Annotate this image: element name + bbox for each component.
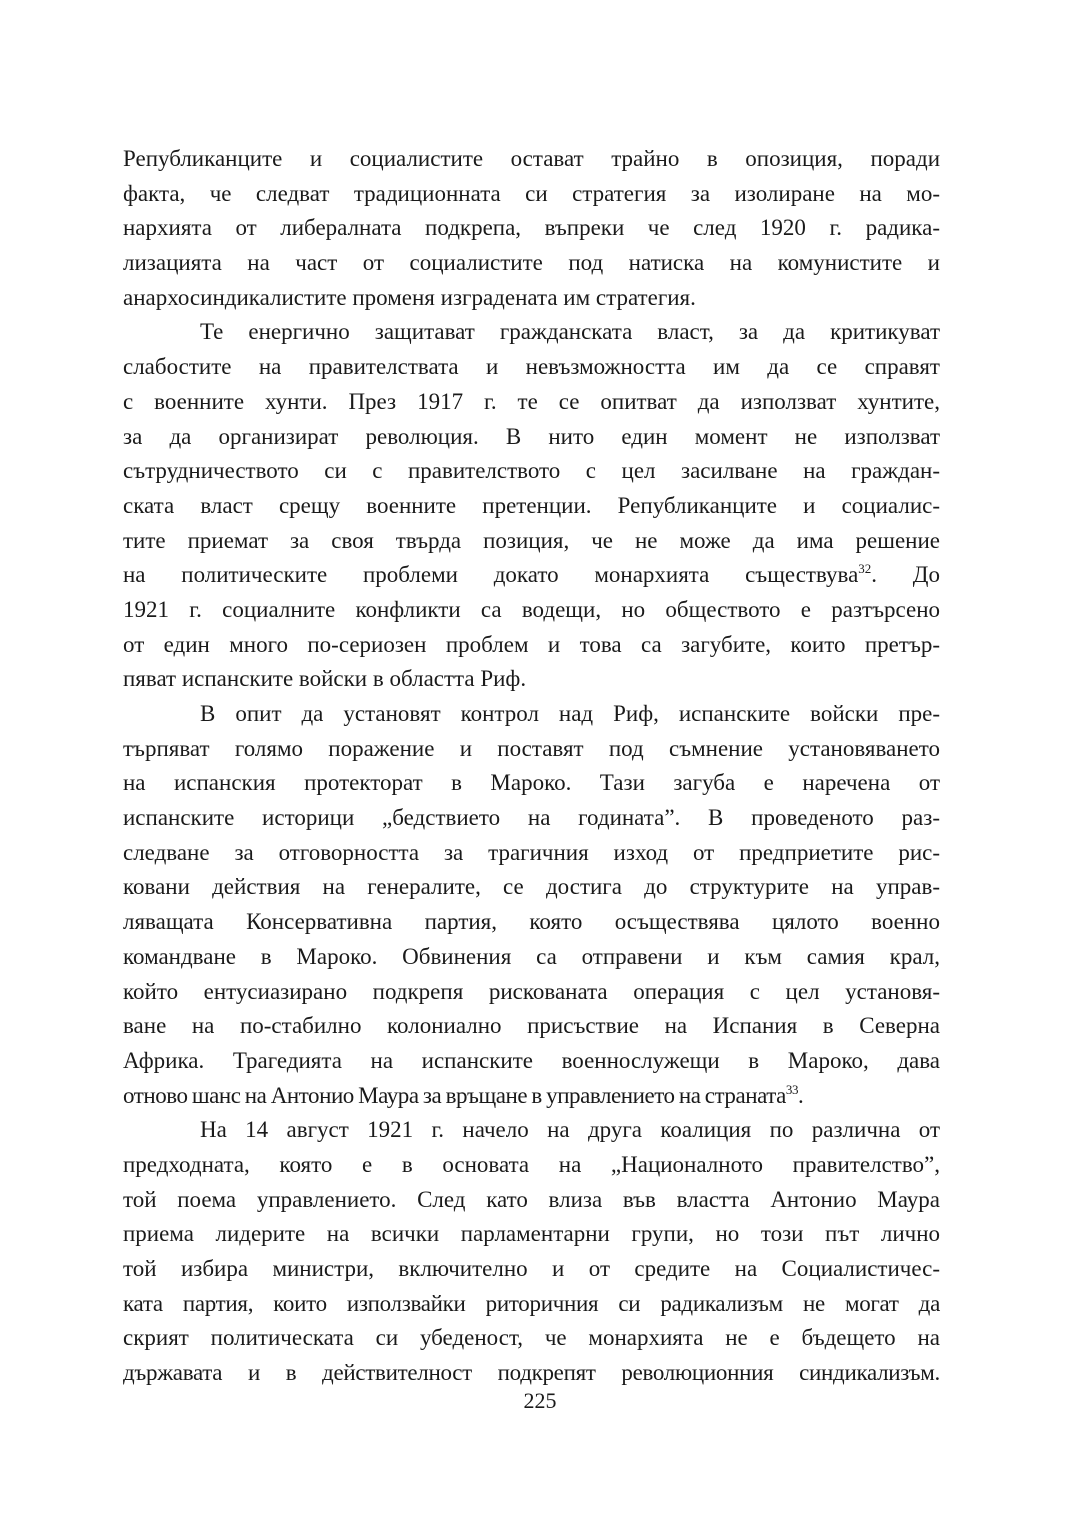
paragraph-1 xyxy=(123,142,940,315)
text-line: ване на по-стабилно колониално присъствие на Испания в Северна xyxy=(123,1013,940,1039)
text-segment: . xyxy=(798,1082,804,1108)
text-line: ляващата Консервативна партия, която осъществява цялото военно xyxy=(123,909,940,935)
paragraph-2 xyxy=(123,315,940,697)
text-line-with-footnote xyxy=(123,1079,940,1114)
text-line: ковани действия на генералите, се достига до структурите на управ- xyxy=(123,874,940,900)
text-line: В опит да установят контрол над Риф, испанските войски пре- xyxy=(200,701,940,726)
text-line: той поема управлението. След като влиза във властта Антонио Маура xyxy=(123,1186,940,1212)
text-line: за да организират революция. В нито един момент не използват xyxy=(123,423,940,449)
text-line: командване в Мароко. Обвинения са отправени и към самия крал, xyxy=(123,943,940,969)
text-line: пяват испанските войски в областта Риф. xyxy=(123,666,527,692)
text-line: Те енергично защитават гражданската власт, за да критикуват xyxy=(200,319,940,345)
text-line: с военните хунти. През 1917 г. те се опитват да използват хунтите, xyxy=(123,388,940,414)
text-line: На 14 август 1921 г. начело на друга коалиция по различна от xyxy=(200,1117,940,1143)
text-line: Републиканците и социалистите остават трайно в опозиция, поради xyxy=(123,146,940,171)
footnote-ref-32[interactable]: 32 xyxy=(858,561,872,577)
text-segment: . До xyxy=(871,562,940,588)
text-line: Африка. Трагедията на испанските военнослужещи в Мароко, дава xyxy=(123,1047,940,1073)
text-line: ската власт срещу военните претенции. Републиканците и социалис- xyxy=(123,492,940,518)
paragraph-3 xyxy=(123,697,940,1113)
text-line: приема лидерите на всички парламентарни групи, но този път лично xyxy=(123,1221,940,1247)
text-line: лизацията на част от социалистите под натиска на комунистите и xyxy=(123,250,940,276)
page-number: 225 xyxy=(523,1388,557,1413)
text-line: скрият политическата си убеденост, че монархията не е бъдещето на xyxy=(123,1325,940,1351)
text-segment: на политическите проблеми докато монархията съществува xyxy=(123,562,859,588)
paragraph-4 xyxy=(123,1113,940,1391)
text-segment: отново шанс на Антонио Маура за връщане в управлението на страната xyxy=(123,1082,786,1108)
text-line: търпяват голямо поражение и поставят под съмнение установяването xyxy=(123,735,940,761)
text-line: следване за отговорността за трагичния изход от предприетите рис- xyxy=(123,839,940,865)
text-line: тите приемат за своя твърда позиция, че не може да има решение xyxy=(123,527,940,553)
text-line: държавата и в действителност подкрепят революционния синдикализъм. xyxy=(123,1360,940,1386)
footnote-ref-33[interactable]: 33 xyxy=(785,1081,799,1097)
text-line: ката партия, които използвайки риторичния си радикализъм не могат да xyxy=(123,1290,940,1316)
text-line: сътрудничеството си с правителството с цел засилване на граждан- xyxy=(123,458,940,484)
text-line: който ентусиазирано подкрепя рискованата операция с цел установя- xyxy=(123,978,940,1004)
text-line: слабостите на правителствата и невъзможността им да се справят xyxy=(123,354,940,380)
text-line: той избира министри, включително и от средите на Социалистичес- xyxy=(123,1256,940,1281)
text-line: от един много по-сериозен проблем и това са загубите, които претър- xyxy=(123,631,940,657)
text-line: испанските историци „бедствието на годината”. В проведеното раз- xyxy=(123,805,940,831)
text-line: нархията от либералната подкрепа, въпреки че след 1920 г. радика- xyxy=(123,215,940,241)
body-text xyxy=(123,142,940,1391)
text-line: анархосиндикалистите променя изградената им стратегия. xyxy=(123,284,696,310)
text-line: предходната, която е в основата на „Националното правителство”, xyxy=(123,1151,940,1177)
text-line-with-footnote xyxy=(123,558,940,593)
text-line: 1921 г. социалните конфликти са водещи, но обществото е разтърсено xyxy=(123,596,940,622)
text-line: факта, че следват традиционната си стратегия за изолиране на мо- xyxy=(123,180,940,206)
text-line: на испанския протекторат в Мароко. Тази загуба е наречена от xyxy=(123,770,940,796)
